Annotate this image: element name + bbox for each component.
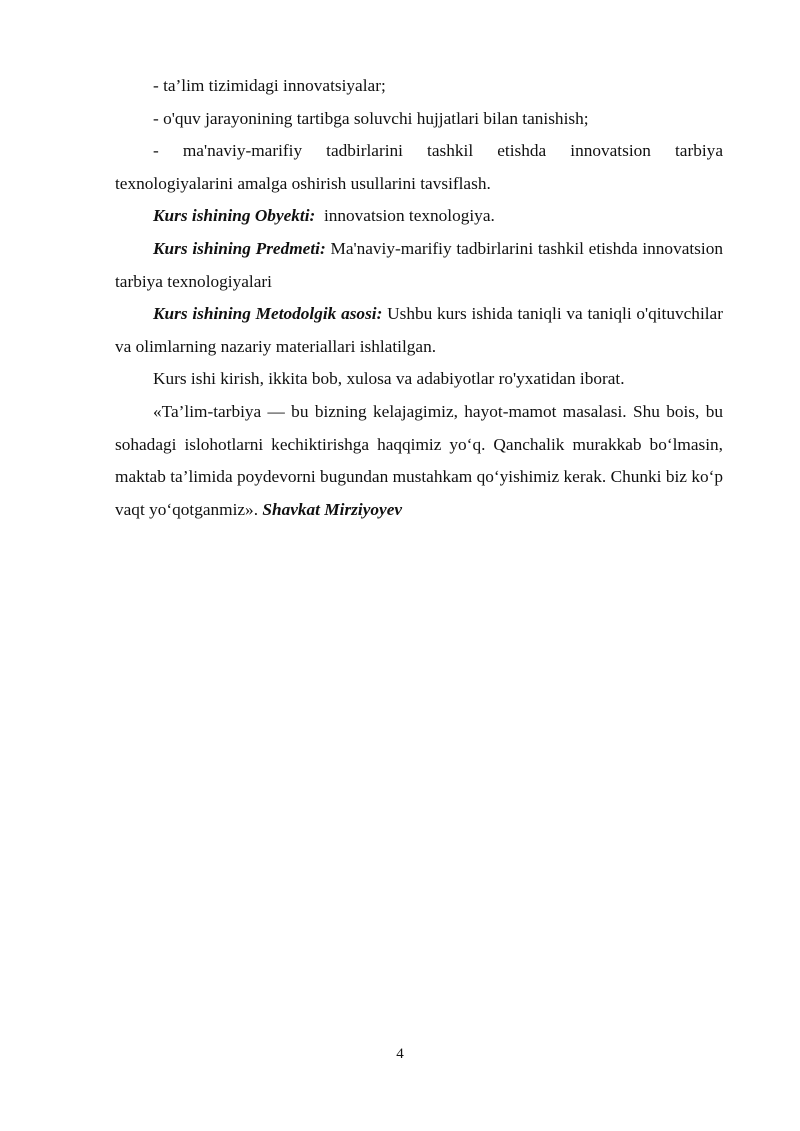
list-item: - ta’lim tizimidagi innovatsiyalar; [153, 76, 386, 95]
object-text: innovatsion texnologiya. [323, 206, 495, 226]
object-paragraph [115, 200, 723, 233]
quote-paragraph [115, 396, 723, 526]
object-label: Kurs ishining Obyekti: [153, 206, 316, 226]
quote-text: «Ta’lim-tarbiya — bu bizning kelajagimiz, hayot-mamot masalasi. Shu bois, bu sohadagi islohotlarni kechiktirishga haqqimiz yo‘q. Qanchalik murakkab bo‘lmasin, maktab ta’limida poydevorni bugundan mustahkam qo‘yishimiz kerak. Chunki biz ko‘p vaqt yo‘qotganmiz». [115, 401, 723, 519]
structure-paragraph: Kurs ishi kirish, ikkita bob, xulosa va adabiyotlar ro'yxatidan iborat. [153, 369, 625, 389]
page-number: 4 [396, 1046, 404, 1062]
subject-label: Kurs ishining Predmeti: [153, 238, 326, 258]
methodology-paragraph [115, 298, 723, 363]
document-page [115, 70, 723, 526]
quote-author: Shavkat Mirziyoyev [262, 499, 403, 519]
subject-text: Ma'naviy-marifiy tadbirlarini tashkil etishda innovatsion tarbiya texnologiyalari [115, 238, 723, 291]
methodology-label: Kurs ishining Metodolgik asosi: [153, 304, 383, 324]
methodology-text: Ushbu kurs ishida taniqli va taniqli o'qituvchilar va olimlarning nazariy materiallari ishlatilgan. [115, 304, 723, 356]
list-item: - ma'naviy-marifiy tadbirlarini tashkil etishda innovatsion tarbiya texnologiyalarini amalga oshirish usullarini tavsiflash. [115, 141, 723, 193]
subject-paragraph [115, 233, 723, 298]
list-item: - o'quv jarayonining tartibga soluvchi hujjatlari bilan tanishish; [153, 108, 589, 128]
